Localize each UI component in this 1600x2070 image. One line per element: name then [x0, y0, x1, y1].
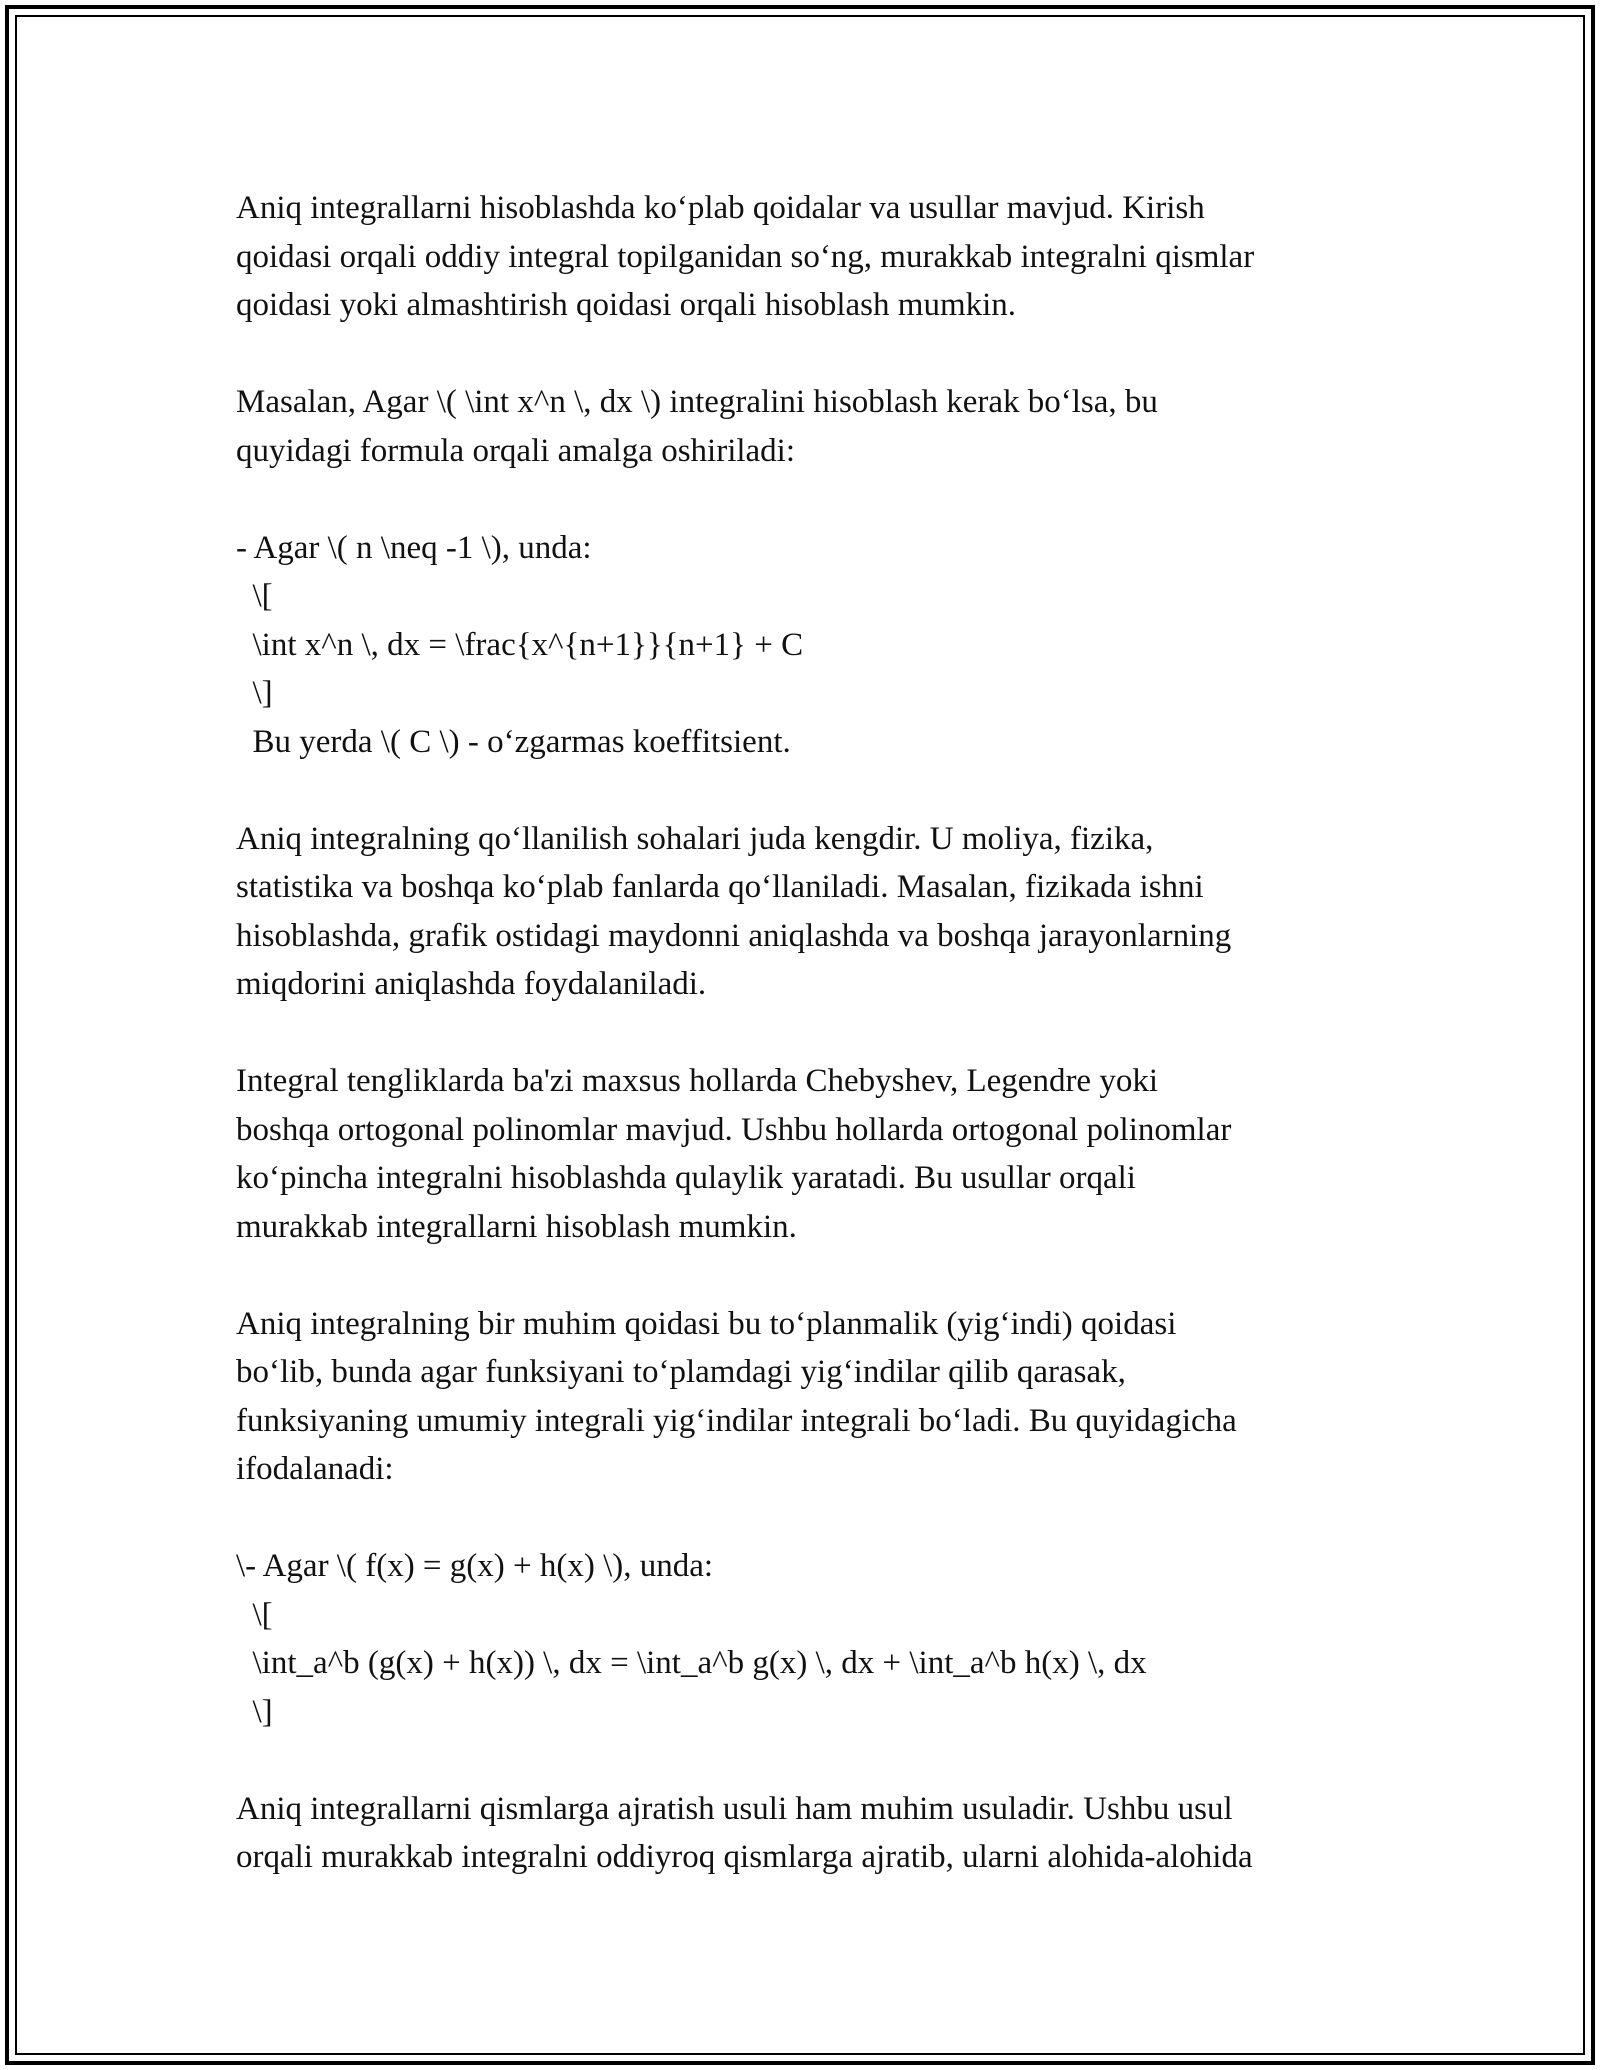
paragraph-applications [236, 815, 1406, 1009]
formula-line: Bu yerda \( C \) - o‘zgarmas koeffitsient. [236, 723, 791, 760]
formula-line: \[ [236, 578, 273, 614]
text-line: Masalan, Agar \( \int x^n \, dx \) integralini hisoblash kerak bo‘lsa, bu [236, 384, 1158, 420]
formula-line: - Agar \( n \neq -1 \), unda: [236, 529, 592, 566]
text-line: qoidasi yoki almashtirish qoidasi orqali hisoblash mumkin. [236, 287, 1017, 323]
paragraph-intro [236, 184, 1406, 330]
paragraph-decomposition [236, 1785, 1406, 1882]
formula-line: \- Agar \( f(x) = g(x) + h(x) \), unda: [236, 1548, 714, 1584]
text-line: ifodalanadi: [236, 1451, 394, 1487]
text-line: Aniq integrallarni qismlarga ajratish usuli ham muhim usuladir. Ushbu usul [236, 1790, 1233, 1827]
formula-line: \] [236, 675, 273, 711]
text-line: murakkab integrallarni hisoblash mumkin. [236, 1208, 797, 1245]
text-line: Aniq integralning qo‘llanilish sohalari juda kengdir. U moliya, fizika, [236, 820, 1154, 857]
text-line: miqdorini aniqlashda foydalaniladi. [236, 966, 707, 1002]
text-line: ko‘pincha integralni hisoblashda qulaylik yaratadi. Bu usullar orqali [236, 1160, 1136, 1196]
text-line: quyidagi formula orqali amalga oshiriladi: [236, 432, 796, 469]
text-line: Aniq integralning bir muhim qoidasi bu to‘planmalik (yig‘indi) qoidasi [236, 1305, 1177, 1342]
paragraph-additivity-rule [236, 1300, 1406, 1494]
text-line: statistika va boshqa ko‘plab fanlarda qo‘llaniladi. Masalan, fizikada ishni [236, 869, 1204, 905]
text-line: bo‘lib, bunda agar funksiyani to‘plamdagi yig‘indilar qilib qarasak, [236, 1354, 1126, 1390]
paragraph-orthogonal-polynomials [236, 1057, 1406, 1251]
formula-line: \] [236, 1693, 273, 1730]
paragraph-example [236, 378, 1406, 475]
text-line: Aniq integrallarni hisoblashda ko‘plab qoidalar va usullar mavjud. Kirish [236, 190, 1205, 226]
text-line: funksiyaning umumiy integrali yig‘indilar integrali bo‘ladi. Bu quyidagicha [236, 1402, 1237, 1439]
formula-line: \int x^n \, dx = \frac{x^{n+1}}{n+1} + C [236, 626, 804, 663]
text-line: Integral tengliklarda ba'zi maxsus hollarda Chebyshev, Legendre yoki [236, 1063, 1159, 1099]
text-line: qoidasi orqali oddiy integral topilganidan so‘ng, murakkab integralni qismlar [236, 238, 1255, 275]
formula-line: \[ [236, 1596, 273, 1633]
text-line: hisoblashda, grafik ostidagi maydonni aniqlashda va boshqa jarayonlarning [236, 917, 1232, 954]
text-line: boshqa ortogonal polinomlar mavjud. Ushbu hollarda ortogonal polinomlar [236, 1111, 1232, 1148]
text-line: orqali murakkab integralni oddiyroq qismlarga ajratib, ularni alohida-alohida [236, 1839, 1253, 1875]
formula-block-sum-rule [236, 1542, 1406, 1736]
document-body [236, 184, 1406, 1930]
formula-line: \int_a^b (g(x) + h(x)) \, dx = \int_a^b g(x) \, dx + \int_a^b h(x) \, dx [236, 1645, 1147, 1681]
formula-block-power-rule [236, 524, 1406, 767]
